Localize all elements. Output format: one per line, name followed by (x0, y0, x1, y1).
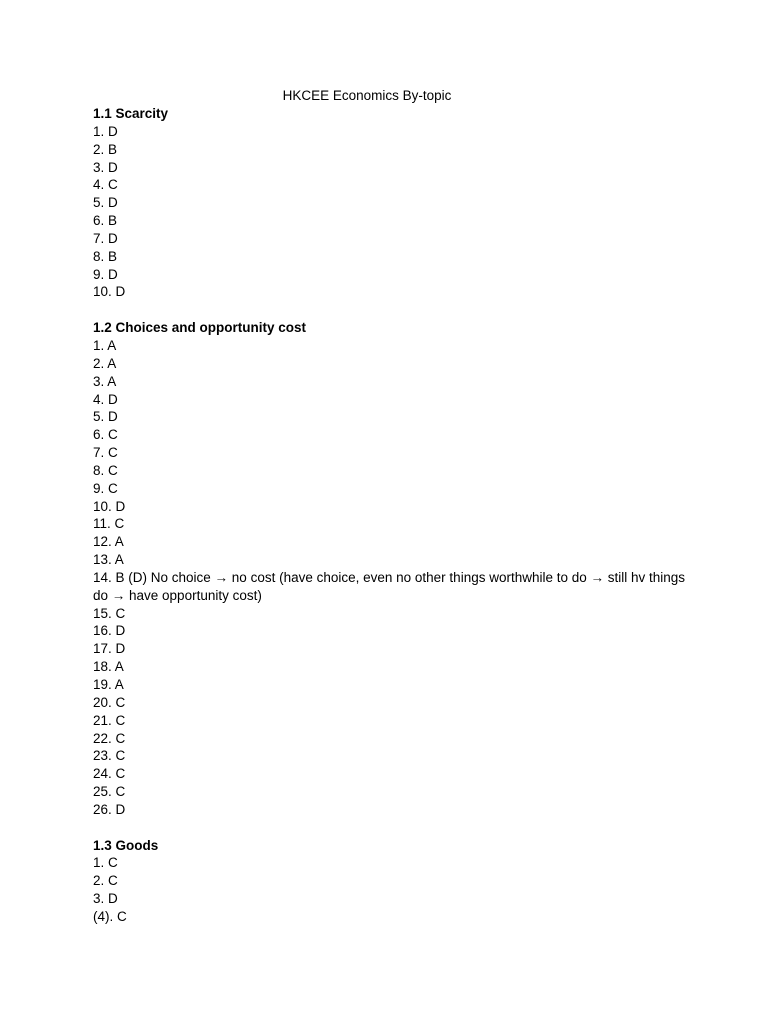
answer-item: 7. D (93, 230, 118, 246)
answer-item: 17. D (93, 641, 126, 657)
answer-item: 22. C (93, 730, 126, 746)
answer-item: 21. C (93, 712, 126, 728)
answer-item: 6. C (93, 427, 118, 443)
answer-item: 5. D (93, 195, 118, 211)
answer-item: 23. C (93, 748, 126, 764)
section-heading: 1.1 Scarcity (93, 106, 169, 121)
answer-item: 26. D (93, 801, 126, 817)
answer-list (93, 854, 693, 925)
answer-item: 10. D (93, 284, 126, 300)
answer-item: 1. A (93, 337, 117, 353)
answer-item: 15. C (93, 605, 126, 621)
section-scarcity (93, 105, 693, 301)
section-choices-opportunity-cost (93, 319, 693, 819)
answer-item: 13. A (93, 552, 124, 568)
answer-item: 19. A (93, 677, 124, 692)
answer-item: 3. D (93, 159, 118, 175)
answer-item: 10. D (93, 498, 126, 514)
section-heading: 1.3 Goods (93, 837, 159, 853)
answer-item: 6. B (93, 213, 118, 229)
answer-item: 18. A (93, 659, 124, 675)
answer-item: 5. D (93, 409, 118, 425)
answer-item: 25. C (93, 784, 126, 800)
answer-item: 4. D (93, 391, 118, 407)
answer-item: 7. C (93, 445, 118, 461)
answer-item: 9. D (93, 266, 118, 282)
answer-item: 2. A (93, 355, 117, 371)
answer-item: 8. C (93, 462, 118, 478)
answer-item: 1. D (93, 123, 118, 139)
answer-item: 9. C (93, 480, 118, 496)
section-heading: 1.2 Choices and opportunity cost (93, 320, 307, 336)
answer-item: 3. D (93, 891, 118, 907)
answer-item: 20. C (93, 694, 126, 710)
section-goods (93, 837, 693, 926)
answer-item: 11. C (93, 516, 125, 532)
answer-item: 2. C (93, 873, 118, 889)
answer-item: 12. A (93, 534, 124, 550)
answer-list (93, 337, 693, 819)
answer-list (93, 123, 693, 301)
answer-item: 8. B (93, 248, 118, 264)
answer-item: 14. B (D) No choice → no cost (have choice, even no other things worthwhile to do → still hv things do → have opportunity cost) (93, 569, 686, 603)
answer-item: 1. C (93, 855, 118, 871)
answer-item: 2. B (93, 141, 118, 157)
answer-item: 3. A (93, 373, 117, 389)
answer-item: 4. C (93, 177, 118, 193)
answer-item: (4). C (93, 908, 127, 924)
answer-item: 24. C (93, 766, 126, 782)
page-title: HKCEE Economics By-topic (282, 88, 452, 103)
answer-item: 16. D (93, 623, 126, 639)
answer-sections (93, 105, 693, 926)
